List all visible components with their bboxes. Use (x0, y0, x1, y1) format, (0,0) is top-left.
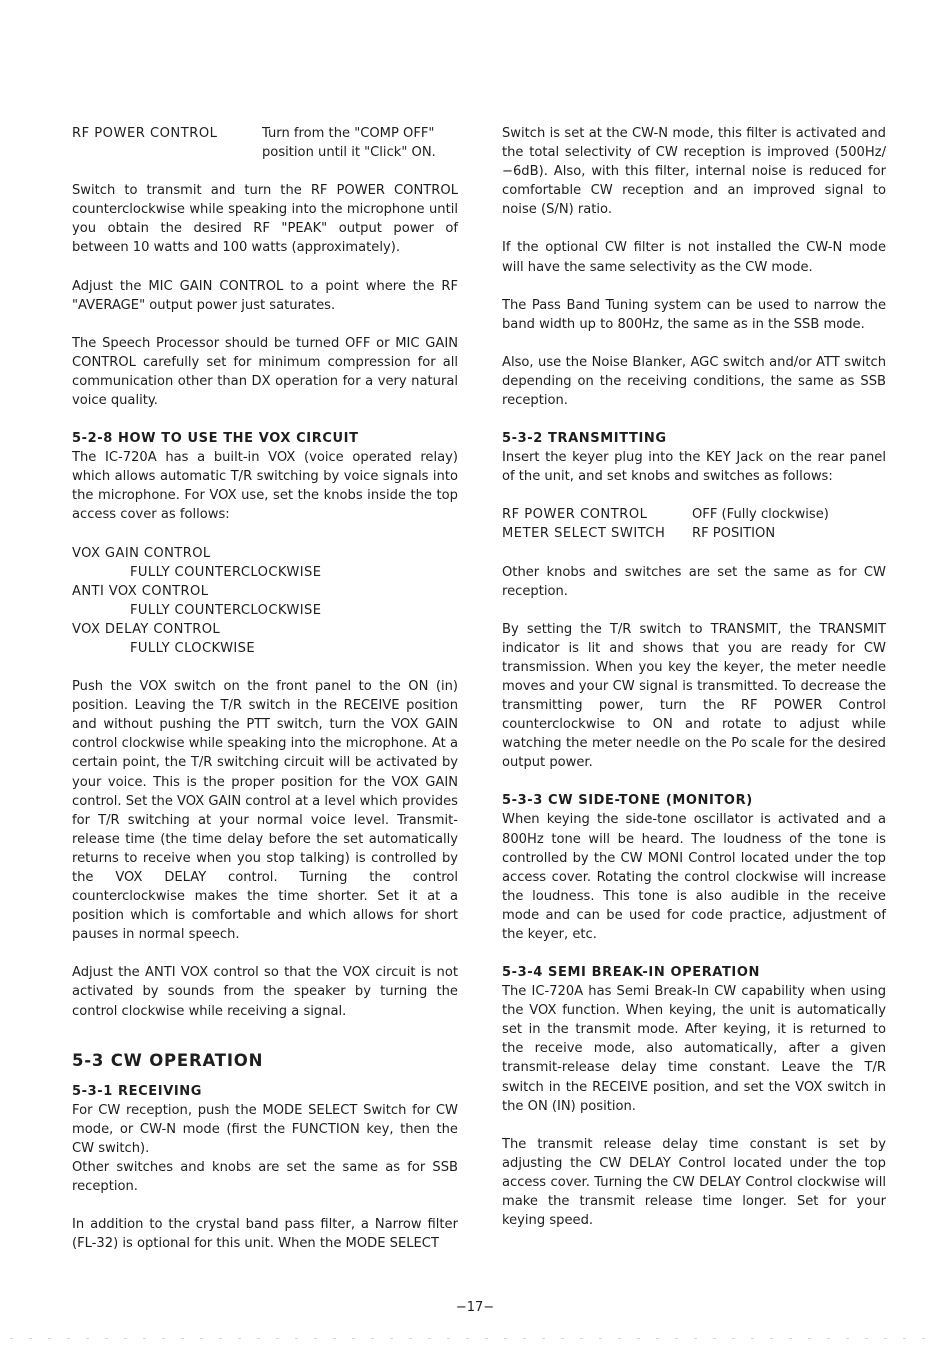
paragraph: The IC-720A has Semi Break-In CW capability when using the VOX function. When keying, the unit is automatically set in the transmit mode. After keying, it is returned to the receive mode, also automatically, after a given transmit-release delay time constant. Leave the T/R switch in the RECEIVE position, and set the VOX switch in the ON (IN) position. (502, 984, 886, 1114)
paragraph: If the optional CW filter is not installed the CW-N mode will have the same selectivity as the CW mode. (502, 240, 886, 275)
paragraph: The Pass Band Tuning system can be used to narrow the band width up to 800Hz, the same as in the SSB mode. (502, 297, 886, 332)
paragraph: Switch to transmit and turn the RF POWER CONTROL counterclockwise while speaking into the microphone until you obtain the desired RF "PEAK" output power of between 10 watts and 100 watts (approximately). (72, 183, 458, 256)
section-heading-side-tone: 5-3-3 CW SIDE-TONE (MONITOR) (502, 793, 753, 809)
paragraph: Also, use the Noise Blanker, AGC switch and/or ATT switch depending on the receiving conditions, the same as SSB reception. (502, 354, 886, 409)
paragraph: Adjust the ANTI VOX control so that the VOX circuit is not activated by sounds from the speaker by turning the control clockwise while receiving a signal. (72, 965, 458, 1019)
paragraph: For CW reception, push the MODE SELECT Switch for CW mode, or CW-N mode (first the FUNCTION key, then the CW switch). (72, 1102, 458, 1156)
page-number: −17− (455, 1300, 495, 1315)
rf-power-control-instruction: Turn from the "COMP OFF" position until it "Click" ON. (262, 126, 436, 161)
scan-artifact-line (10, 1338, 940, 1339)
section-heading-receiving: 5-3-1 RECEIVING (72, 1083, 203, 1099)
paragraph: The IC-720A has a built-in VOX (voice operated relay) which allows automatic T/R switching by voice signals into the microphone. For VOX use, set the knobs inside the top access cover as follows: (72, 450, 458, 523)
control-setting: FULLY CLOCKWISE (130, 640, 256, 656)
control-name: VOX DELAY CONTROL (72, 621, 221, 637)
control-name: ANTI VOX CONTROL (72, 583, 209, 599)
section-heading-semi-break-in: 5-3-4 SEMI BREAK-IN OPERATION (502, 965, 760, 981)
paragraph: Other knobs and switches are set the same as for CW reception. (502, 564, 886, 599)
paragraph: Other switches and knobs are set the same as for SSB reception. (72, 1159, 458, 1195)
control-setting: OFF (Fully clockwise) (692, 507, 829, 523)
right-column (502, 124, 886, 1230)
control-setting: RF POSITION (692, 526, 776, 542)
paragraph: Push the VOX switch on the front panel to the ON (in) position. Leaving the T/R switch in the RECEIVE position and without pushing the PTT switch, turn the VOX GAIN control clockwise while speaking into the microphone. At a certain point, the T/R switching circuit will be activated by your voice. This is the proper position for the VOX GAIN control. Set the VOX GAIN control at a level which provides for T/R switching at your normal voice level. Transmit-release time (the time delay before the set automatically returns to receive when you stop talking) is controlled by the VOX DELAY control. Turning the control counterclockwise makes the time shorter. Set it at a position which is comfortable and which allows for short pauses in normal speech. (72, 679, 458, 943)
paragraph: Adjust the MIC GAIN CONTROL to a point where the RF "AVERAGE" output power just saturates. (72, 278, 458, 313)
control-name: RF POWER CONTROL (502, 507, 648, 523)
control-setting: FULLY COUNTERCLOCKWISE (130, 602, 322, 618)
section-heading-cw-operation: 5-3 CW OPERATION (72, 1050, 264, 1070)
control-name: METER SELECT SWITCH (502, 526, 666, 542)
paragraph: Insert the keyer plug into the KEY Jack on the rear panel of the unit, and set knobs and switches as follows: (502, 450, 886, 485)
control-row (502, 505, 886, 524)
rf-power-control-label: RF POWER CONTROL (72, 126, 218, 141)
section-heading-vox: 5-2-8 HOW TO USE THE VOX CIRCUIT (72, 431, 359, 447)
rf-power-control-row (72, 124, 458, 162)
section-heading-transmitting: 5-3-2 TRANSMITTING (502, 431, 667, 447)
paragraph: When keying the side-tone oscillator is activated and a 800Hz tone will be heard. The loudness of the tone is controlled by the CW MONI Control located under the top access cover. Rotating the control clockwise will increase the loudness. This tone is also audible in the receive mode and can be used for code practice, adjustment of the keyer, etc. (502, 812, 886, 942)
paragraph: Switch is set at the CW-N mode, this filter is activated and the total selectivity of CW reception is improved (500Hz/−6dB). Also, with this filter, internal noise is reduced for comfortable CW reception and an improved signal to noise (S/N) ratio. (502, 126, 886, 218)
tx-control-list (502, 505, 886, 543)
paragraph: The Speech Processor should be turned OFF or MIC GAIN CONTROL carefully set for minimum compression for all communication other than DX operation for a very natural voice quality. (72, 335, 458, 409)
control-setting: FULLY COUNTERCLOCKWISE (130, 564, 322, 580)
control-row (502, 524, 886, 543)
vox-control-list (72, 544, 458, 659)
paragraph: In addition to the crystal band pass filter, a Narrow filter (FL-32) is optional for this unit. When the MODE SELECT (72, 1217, 458, 1252)
control-name: VOX GAIN CONTROL (72, 545, 211, 561)
paragraph: By setting the T/R switch to TRANSMIT, the TRANSMIT indicator is lit and shows that you are ready for CW transmission. When you key the keyer, the meter needle moves and your CW signal is transmitted. To decrease the transmitting power, turn the RF POWER Control counterclockwise to ON and rotate to adjust while watching the meter needle on the Po scale for the desired output power. (502, 621, 886, 771)
paragraph: The transmit release delay time constant is set by adjusting the CW DELAY Control located under the top access cover. Turning the CW DELAY Control clockwise will make the transmit release time longer. Set for your keying speed. (502, 1136, 886, 1229)
left-column (72, 124, 458, 1253)
